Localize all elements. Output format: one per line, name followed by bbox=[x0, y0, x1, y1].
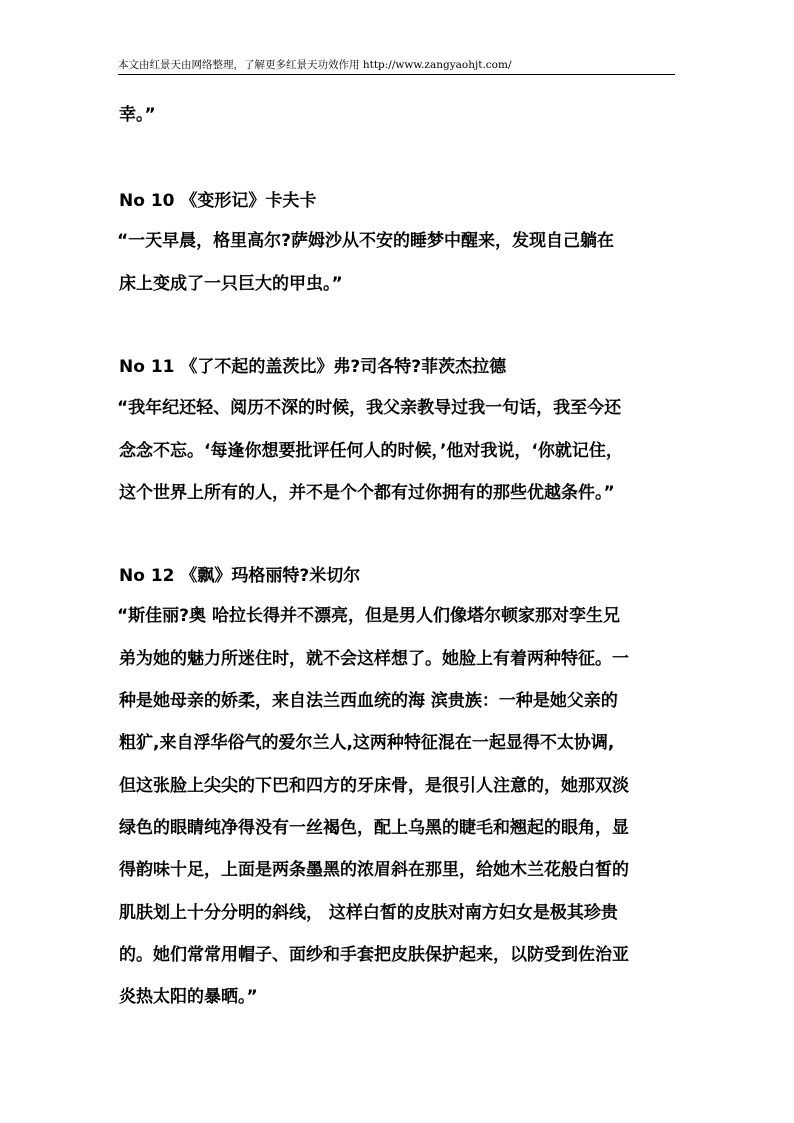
quote-line: 得韵味十足，上面是两条墨黑的浓眉斜在那里，给她木兰花般白皙的 bbox=[119, 860, 629, 880]
quote-line: 这个世界上所有的人，并不是个个都有过你拥有的那些优越条件。” bbox=[119, 483, 615, 503]
quote-line: 肌肤划上十分分明的斜线， 这样白皙的皮肤对南方妇女是极其珍贵 bbox=[119, 903, 618, 923]
quote-line: “斯佳丽?奥 哈拉长得并不漂亮，但是男人们像塔尔顿家那对孪生兄 bbox=[117, 606, 620, 626]
quote-line: 炎热太阳的暴晒。” bbox=[119, 987, 258, 1007]
quote-line: “我年纪还轻、阅历不深的时候，我父亲教导过我一句话，我至今还 bbox=[117, 398, 622, 418]
header-text: 本文由红景天由网络整理，了解更多红景天功效作用 http://www.zangyaohjt.com/ bbox=[118, 59, 512, 71]
entry-heading-no11: No 11 《了不起的盖茨比》弗?司各特?菲茨杰拉德 bbox=[119, 357, 507, 377]
quote-line: 床上变成了一只巨大的甲虫。” bbox=[119, 274, 343, 294]
quote-line: “一天早晨，格里高尔?萨姆沙从不安的睡梦中醒来，发现自己躺在 bbox=[117, 231, 615, 251]
quote-line: 种是她母亲的娇柔，来自法兰西血统的海 滨贵族：一种是她父亲的 bbox=[119, 691, 618, 711]
quote-line: 但这张脸上尖尖的下巴和四方的牙床骨，是很引人注意的，她那双淡 bbox=[119, 776, 629, 796]
page-header bbox=[118, 58, 675, 75]
entry-heading-no10: No 10 《变形记》卡夫卡 bbox=[119, 191, 317, 211]
quote-line: 粗犷,来自浮华俗气的爱尔兰人,这两种特征混在一起显得不太协调, bbox=[119, 733, 615, 753]
continuation-line: 幸。” bbox=[119, 105, 156, 125]
quote-line: 念念不忘。‘每逢你想要批评任何人的时候，’他对我说，‘你就记住， bbox=[119, 441, 623, 461]
quote-line: 绿色的眼睛纯净得没有一丝褐色，配上乌黑的睫毛和翘起的眼角，显 bbox=[119, 818, 629, 838]
quote-line: 的。她们常常用帽子、面纱和手套把皮肤保护起来，以防受到佐治亚 bbox=[119, 945, 629, 965]
quote-line: 弟为她的魅力所迷住时，就不会这样想了。她脸上有着两种特征。一 bbox=[119, 649, 629, 669]
entry-heading-no12: No 12 《飘》玛格丽特?米切尔 bbox=[119, 566, 361, 586]
